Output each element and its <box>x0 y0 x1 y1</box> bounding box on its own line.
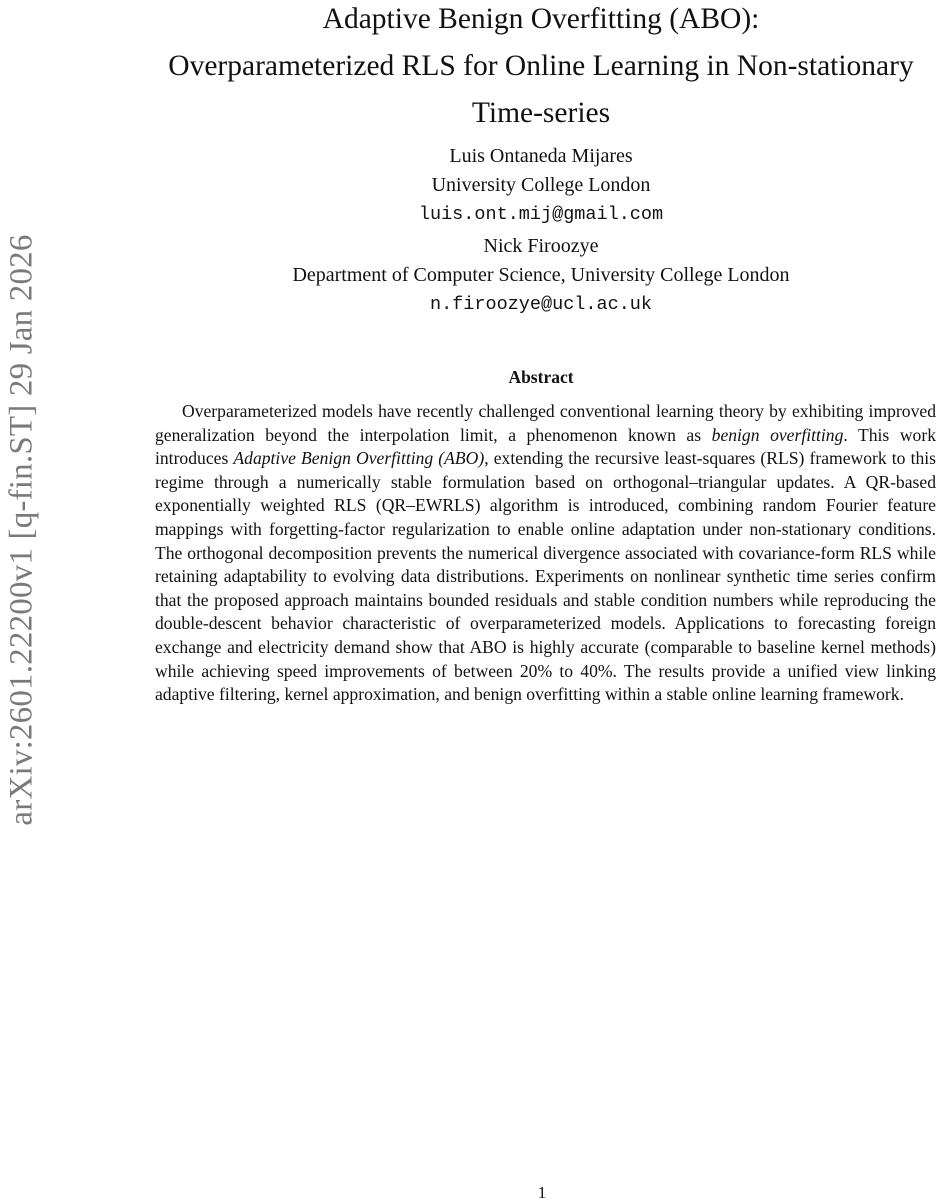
abstract-emphasis-2: Adaptive Benign Overfitting (ABO) <box>233 448 485 469</box>
abstract-emphasis-1: benign overfitting <box>711 424 844 445</box>
author-name: Nick Firoozye <box>483 235 599 257</box>
title-line-1: Adaptive Benign Overfitting (ABO): <box>322 3 760 35</box>
author-block-2 <box>130 232 952 319</box>
page-number: 1 <box>537 1183 547 1202</box>
abstract-text-3: , extending the recursive least-squares (RLS) framework to this regime through a numerically stable formulation based on orthogonal–triangular updates. A QR-based exponentially weighted RLS (QR–EWRLS) algorithm is introduced, combining random Fourier feature mappings with forgetting-factor regularization to enable online adaptation under non-stationary conditions. The orthogonal decomposition prevents the numerical divergence associated with covariance-form RLS while retaining adaptability to evolving data distributions. Experiments on nonlinear synthetic time series confirm that the proposed approach maintains bounded residuals and stable condition numbers while reproducing the double-descent behavior characteristic of overparameterized models. Applications to forecasting foreign exchange and electricity demand show that ABO is highly accurate (comparable to baseline kernel methods) while achieving speed improvements of between 20% to 40%. The results provide a unified view linking adaptive filtering, kernel approximation, and benign overfitting within a stable online learning framework. <box>155 448 936 705</box>
paper-title <box>130 0 952 137</box>
abstract-text-2: . This work introduces <box>155 424 936 469</box>
author-affiliation: University College London <box>431 174 651 196</box>
abstract-heading: Abstract <box>508 367 574 387</box>
author-affiliation: Department of Computer Science, University College London <box>292 264 790 286</box>
abstract-text-1: Overparameterized models have recently challenged conventional learning theory by exhibiting improved generalization beyond the interpolation limit, a phenomenon known as <box>155 401 936 445</box>
author-email: luis.ont.mij@gmail.com <box>418 204 664 225</box>
title-line-2: Overparameterized RLS for Online Learning in Non-stationary <box>168 50 914 82</box>
title-line-3: Time-series <box>471 97 611 129</box>
author-block-1 <box>130 142 952 229</box>
arxiv-watermark <box>0 0 44 1200</box>
arxiv-id: arXiv:2601.22200v1 [q-fin.ST] 29 Jan 2026 <box>3 234 40 826</box>
author-name: Luis Ontaneda Mijares <box>449 145 633 167</box>
author-email: n.firoozye@ucl.ac.uk <box>429 294 653 315</box>
abstract-body <box>155 400 936 707</box>
